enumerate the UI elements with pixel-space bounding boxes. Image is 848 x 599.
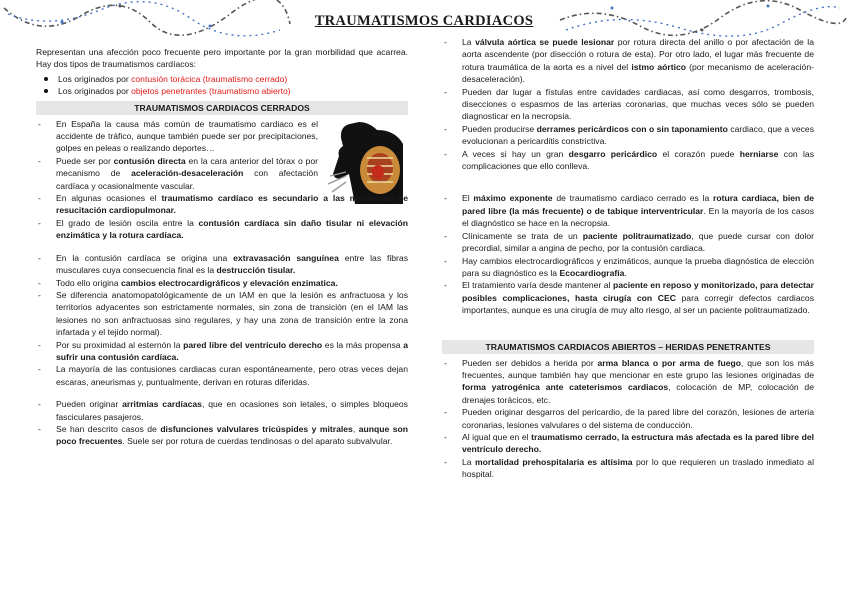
list-item: - El tratamiento varía desde mantener al paciente en reposo y monitorizado, para detectar posibles complicaciones, hasta cirugía con CEC para corregir defectos cardiacos importantes, aunque es una cirugía de muy alto riesgo, al ser un paciente politraumatizado.	[462, 279, 814, 316]
list-item: - El máximo exponente de traumatismo cardiaco cerrado es la rotura cardiaca, bien de pared libre (la más frecuente) o de tabique interventricular. En la mayoría de los casos el diagnóstico se hace en la necropsia.	[462, 192, 814, 229]
list-item: - Pueden dar lugar a fístulas entre cavidades cardiacas, así como desgarros, trombosis, disecciones o espasmos de las arterias coronarias, que muchas veces sólo se pueden diagnosticar en la necropsia.	[462, 86, 814, 123]
list-item: - Puede ser por contusión directa en la cara anterior del tórax o por mecanismo de aceleración-desaceleración con afectación cardíaca y ocasionalmente vascular.	[56, 155, 318, 192]
right-column	[442, 36, 814, 481]
trauma-types-list	[36, 73, 408, 98]
list-item: Los originados por contusión torácica (traumatismo cerrado)	[58, 73, 408, 85]
list-item: - Pueden producirse derrames pericárdicos con o sin taponamiento cardiaco, que a veces evolucionan a pericarditis constrictiva.	[462, 123, 814, 148]
list-item: - Pueden originar arritmias cardíacas, que en ocasiones son letales, o simples bloqueos fasciculares pasajeros.	[56, 398, 408, 423]
page-title: TRAUMATISMOS CARDIACOS	[314, 13, 534, 29]
list-item: - Hay cambios electrocardiográficos y enzimáticos, aunque la prueba diagnóstica de elección para su diagnóstico es la Ecocardiografía.	[462, 255, 814, 280]
list-item: - Por su proximidad al esternón la pared libre del ventrículo derecho es la más propensa a sufrir una contusión cardíaca.	[56, 339, 408, 364]
list-item: - Al igual que en el traumatismo cerrado, la estructura más afectada es la pared libre del ventrículo derecho.	[462, 431, 814, 456]
open-list	[442, 357, 814, 481]
list-item: - En la contusión cardíaca se origina una extravasación sanguínea entre las fibras musculares cuya consecuencia final es la destrucción tisular.	[56, 252, 408, 277]
list-item: - En algunas ocasiones el traumatismo cardíaco es secundario a las maniobras de resucitación cardiopulmonar.	[56, 192, 408, 217]
list-item: - A veces si hay un gran desgarro pericárdico el corazón puede herniarse con las complicaciones que ello conlleva.	[462, 148, 814, 173]
list-item: - La mortalidad prehospitalaria es altísima por lo que requieren un traslado inmediato al hospital.	[462, 456, 814, 481]
list-item: - El grado de lesión oscila entre la contusión cardíaca sin daño tisular ni elevación enzimática y la rotura cardíaca.	[56, 217, 408, 242]
rupture-list	[442, 192, 814, 316]
section-heading-open: TRAUMATISMOS CARDIACOS ABIERTOS – HERIDAS PENETRANTES	[442, 340, 814, 354]
list-item: - En España la causa más común de traumatismo cardiaco es el accidente de tráfico, aunque también puede ser por precipitaciones, golpes en peleas o realizando deportes…	[56, 118, 318, 155]
closed-list-continued	[442, 36, 814, 172]
closed-list	[36, 192, 408, 242]
open-trauma-highlight: objetos penetrantes (traumatismo abierto)	[131, 86, 291, 97]
complications-list	[36, 398, 408, 448]
list-item: - Pueden ser debidos a herida por arma blanca o por arma de fuego, que son los más frecuentes, aunque también hay que mencionar en este grupo las lesiones originadas de forma yatrogénica ante cateterismos cardiacos, colocación de MP, colocación de drenajes torácicos, etc.	[462, 357, 814, 407]
closed-list-wrapped	[36, 118, 318, 192]
list-item: - Se diferencia anatomopatológicamente de un IAM en que la lesión es anfractuosa y los territorios adyacentes son estrictamente normales, sin zona de transición (en el IAM las lesiones no son anfractuosas sino regulares, y hay una zona de transición entre la zona infartada y el tejido normal).	[56, 289, 408, 339]
intro-text: Representan una afección poco frecuente pero importante por la gran morbilidad que acarrea. Hay dos tipos de traumatismos cardíacos:	[36, 47, 408, 70]
contusion-list	[36, 252, 408, 388]
closed-trauma-highlight: contusión torácica (traumatismo cerrado)	[131, 73, 288, 84]
list-item: - Pueden originar desgarros del pericardio, de la pared libre del corazón, lesiones de arteria coronarias, lesiones valvulares o del sistema de conducción.	[462, 406, 814, 431]
list-item: - Se han descrito casos de disfunciones valvulares tricúspides y mitrales, aunque son poco frecuentes. Suele ser por rotura de cuerdas tendinosas o del aparato subvalvular.	[56, 423, 408, 448]
list-item: - Clínicamente se trata de un paciente politraumatizado, que puede cursar con dolor precordial, similar a angina de pecho, por la contusión cardiaca.	[462, 230, 814, 255]
left-column	[36, 46, 408, 448]
list-item: Los originados por objetos penetrantes (traumatismo abierto)	[58, 85, 408, 97]
chest-trauma-illustration	[320, 118, 408, 204]
list-item: - Todo ello origina cambios electrocardigráficos y elevación enzimatica.	[56, 277, 408, 289]
list-item: - La válvula aórtica se puede lesionar por rotura directa del anillo o por afectación de la aorta ascendente (por disección o rotura de esta). Por otro lado, el lugar más frecuente de rotura traumática de la aorta es a nivel del istmo aórtico (por mecanismo de aceleración-desaceleración).	[462, 36, 814, 86]
list-item: - La mayoría de las contusiones cardiacas curan espontáneamente, pero otras veces dejan escaras, aneurismas y, puntualmente, derivan en roturas diferidas.	[56, 363, 408, 388]
section-heading-closed: TRAUMATISMOS CARDIACOS CERRADOS	[36, 101, 408, 115]
